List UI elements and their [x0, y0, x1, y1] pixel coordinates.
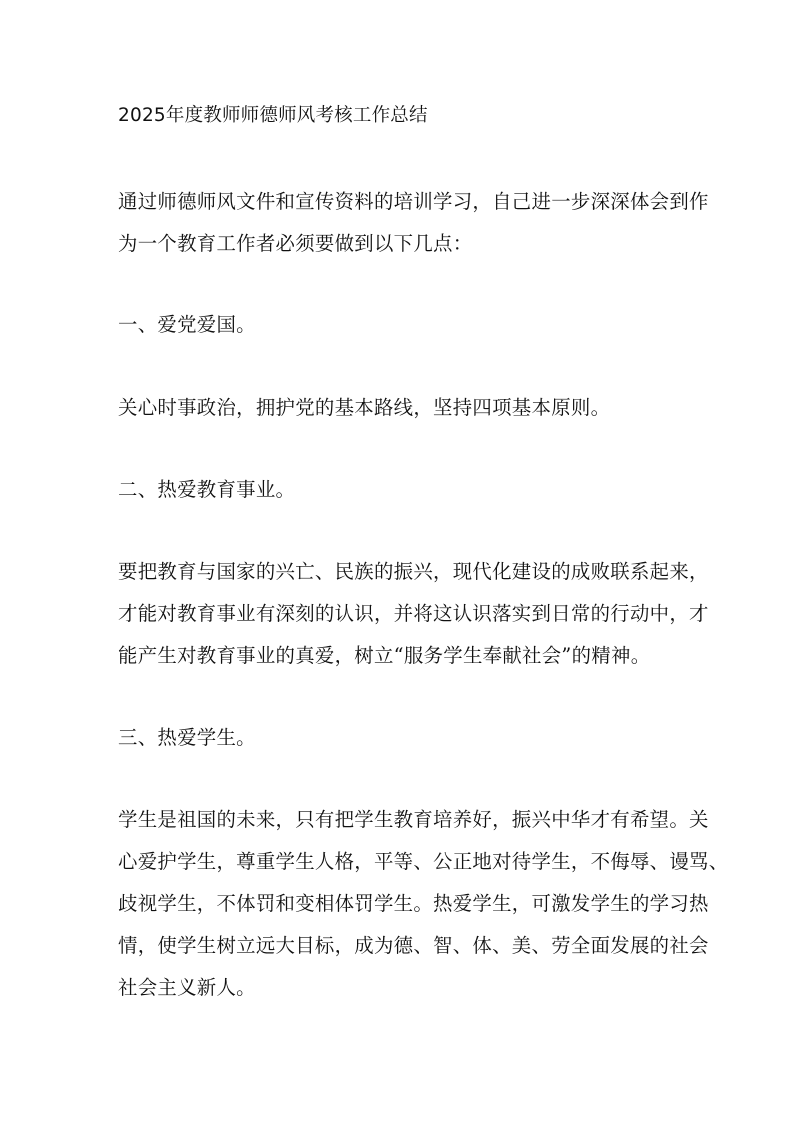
section-heading-3: 三、热爱学生。	[118, 726, 256, 749]
paragraph-line: 歧视学生，不体罚和变相体罚学生。热爱学生，可激发学生的学习热	[118, 892, 709, 915]
paragraph-line: 情，使学生树立远大目标，成为德、智、体、美、劳全面发展的社会	[118, 934, 709, 957]
paragraph-line: 学生是祖国的未来，只有把学生教育培养好，振兴中华才有希望。关	[118, 808, 709, 831]
paragraph-line: 社会主义新人。	[118, 976, 256, 999]
section-heading-1: 一、爱党爱国。	[118, 313, 256, 336]
document-title: 2025年度教师师德师风考核工作总结	[118, 105, 428, 126]
paragraph-line: 能产生对教育事业的真爱，树立“服务学生奉献社会”的精神。	[118, 644, 651, 667]
paragraph-line: 关心时事政治，拥护党的基本路线，坚持四项基本原则。	[118, 396, 611, 419]
section-heading-2: 二、热爱教育事业。	[118, 478, 296, 501]
paragraph-line: 通过师德师风文件和宣传资料的培训学习，自己进一步深深体会到作	[118, 190, 709, 213]
paragraph-line: 心爱护学生，尊重学生人格，平等、公正地对待学生，不侮辱、谩骂、	[118, 850, 729, 873]
paragraph-line: 为一个教育工作者必须要做到以下几点：	[118, 232, 473, 255]
paragraph-line: 要把教育与国家的兴亡、民族的振兴，现代化建设的成败联系起来，	[118, 560, 709, 583]
paragraph-line: 才能对教育事业有深刻的认识，并将这认识落实到日常的行动中，才	[118, 602, 709, 625]
